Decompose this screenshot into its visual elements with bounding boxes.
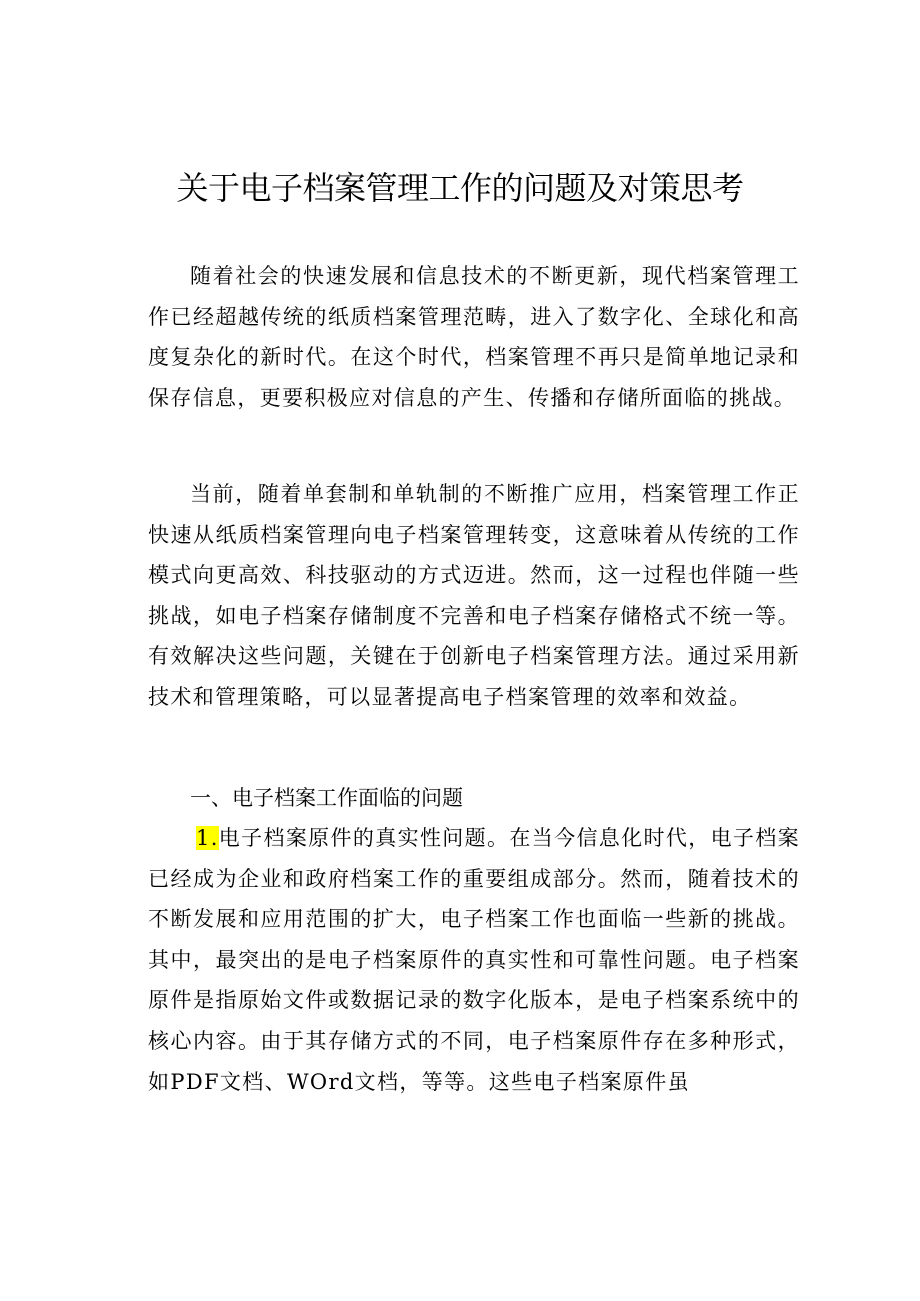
context-paragraph: 当前，随着单套制和单轨制的不断推广应用，档案管理工作正快速从纸质档案管理向电子档案管理转变，这意味着从传统的工作模式向更高效、科技驱动的方式迈进。然而，这一过程也伴随一些挑战，如电子档案存储制度不完善和电子档案存储格式不统一等。有效解决这些问题，关键在于创新电子档案管理方法。通过采用新技术和管理策略，可以显著提高电子档案管理的效率和效益。 [148,482,800,709]
highlighted-item-number: 1. [196,826,219,850]
intro-paragraph: 随着社会的快速发展和信息技术的不断更新，现代档案管理工作已经超越传统的纸质档案管理范畴，进入了数字化、全球化和高度复杂化的新时代。在这个时代，档案管理不再只是简单地记录和保存信息，更要积极应对信息的产生、传播和存储所面临的挑战。 [148,264,800,410]
item-text: 电子档案原件的真实性问题。在当今信息化时代，电子档案已经成为企业和政府档案工作的重要组成部分。然而，随着技术的不断发展和应用范围的扩大，电子档案工作也面临一些新的挑战。其中，最突出的是电子档案原件的真实性和可靠性问题。电子档案原件是指原始文件或数据记录的数字化版本，是电子档案系统中的核心内容。由于其存储方式的不同，电子档案原件存在多种形式，如PDF文档、WOrd文档，等等。这些电子档案原件虽 [148,826,800,1094]
section-heading: 一、电子档案工作面临的问题 [190,786,463,810]
numbered-item-paragraph [148,818,800,1102]
document-title: 关于电子档案管理工作的问题及对策思考 [176,169,744,207]
